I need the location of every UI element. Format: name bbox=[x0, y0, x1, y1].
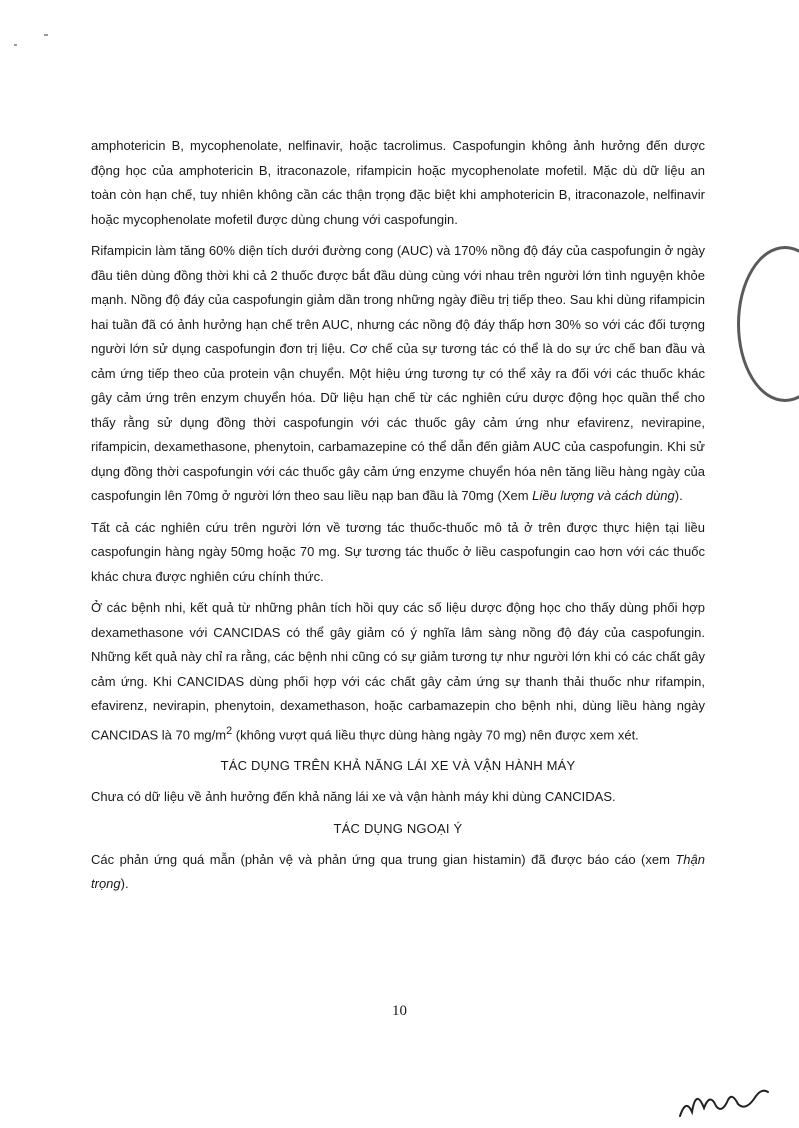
paragraph-driving: Chưa có dữ liệu về ảnh hưởng đến khả năng lái xe và vận hành máy khi dùng CANCIDAS. bbox=[91, 789, 616, 805]
reference-precautions: Thận trọng bbox=[91, 851, 705, 892]
handwritten-signature-icon bbox=[676, 1078, 776, 1122]
partial-stamp-icon bbox=[779, 640, 799, 750]
section-heading-adverse-effects: TÁC DỤNG NGOẠI Ý bbox=[333, 820, 463, 836]
paragraph-pediatric: Ở các bệnh nhi, kết quả từ những phân tích hồi quy các số liệu dược động học cho thấy dùng phối hợp dexamethasone với CANCIDAS có thể gây giảm có ý nghĩa lâm sàng nồng độ đáy của caspofungin. Những kết quả này chỉ ra rằng, các bệnh nhi cũng có sự giảm tương tự như người lớn khi có các chất gây cảm ứng. Khi CANCIDAS dùng phối hợp với các chất gây cảm ứng sự thanh thải thuốc như rifampin, efavirenz, nevirapin, phenytoin, dexamethason, hoặc carbamazepin cho bệnh nhi, dùng liều hàng ngày CANCIDAS là 70 $mg/m^2$ (không vượt quá liều thực dùng hàng ngày 70 mg) nên được xem xét. bbox=[91, 600, 705, 742]
paragraph-interactions-intro: amphotericin B, mycophenolate, nelfinavir, hoặc tacrolimus. Caspofungin không ảnh hưởng đến dược động học của amphotericin B, itraconazole, rifampicin hoặc mycophenolate mofetil. Mặc dù dữ liệu an toàn còn hạn chế, tuy nhiên không cần các thận trọng đặc biệt khi amphotericin B, itraconazole, nelfinavir hoặc mycophenolate mofetil được dùng chung với caspofungin. bbox=[91, 138, 705, 227]
document-body bbox=[91, 134, 705, 904]
circular-seal-stamp-icon bbox=[737, 246, 799, 402]
paragraph-rifampicin: Rifampicin làm tăng 60% diện tích dưới đường cong (AUC) và 170% nồng độ đáy của caspofungin ở ngày đầu tiên dùng đồng thời khi cả 2 thuốc được bắt đầu dùng cùng với nhau trên người lớn tình nguyện khỏe mạnh. Nồng độ đáy của caspofungin giảm dần trong những ngày điều trị tiếp theo. Sau khi dùng rifampicin hai tuần đã có ảnh hưởng hạn chế trên AUC, nhưng các nồng độ đáy thấp hơn 30% so với các đối tượng người lớn sử dụng caspofungin đơn trị liệu. Cơ chế của sự tương tác có thể là do sự ức chế ban đầu và cảm ứng tiếp theo của protein vận chuyển. Một hiệu ứng tương tự có thể xảy ra đối với các thuốc khác gây cảm ứng trên enzym chuyển hóa. Dữ liệu hạn chế từ các nghiên cứu dược động học quần thể cho thấy rằng sử dụng đồng thời caspofungin với các thuốc gây cảm ứng như efavirenz, nevirapine, rifampicin, dexamethasone, phenytoin, carbamazepine có thể dẫn đến giảm AUC của caspofungin. Khi sử dụng đồng thời caspofungin với các thuốc gây cảm ứng enzyme chuyển hóa nên tăng liều hàng ngày của caspofungin lên 70mg ở người lớn theo sau liều nạp ban đầu là 70mg (Xem Liều lượng và cách dùng). bbox=[91, 243, 705, 503]
page-number: 10 bbox=[392, 1003, 407, 1019]
scan-speck bbox=[14, 44, 17, 46]
scan-speck bbox=[44, 34, 48, 36]
reference-dosage: Liều lượng và cách dùng bbox=[532, 488, 675, 503]
paragraph-adult-studies: Tất cả các nghiên cứu trên người lớn về tương tác thuốc-thuốc mô tả ở trên được thực hiện tại liều caspofungin hàng ngày 50mg hoặc 70 mg. Sự tương tác thuốc ở liều caspofungin cao hơn với các thuốc khác chưa được nghiên cứu chính thức. bbox=[91, 519, 705, 584]
paragraph-hypersensitivity: Các phản ứng quá mẫn (phản vệ và phản ứng qua trung gian histamin) đã được báo cáo (xem Thận trọng). bbox=[91, 851, 705, 892]
section-heading-driving: TÁC DỤNG TRÊN KHẢ NĂNG LÁI XE VÀ VẬN HÀNH MÁY bbox=[220, 758, 576, 774]
